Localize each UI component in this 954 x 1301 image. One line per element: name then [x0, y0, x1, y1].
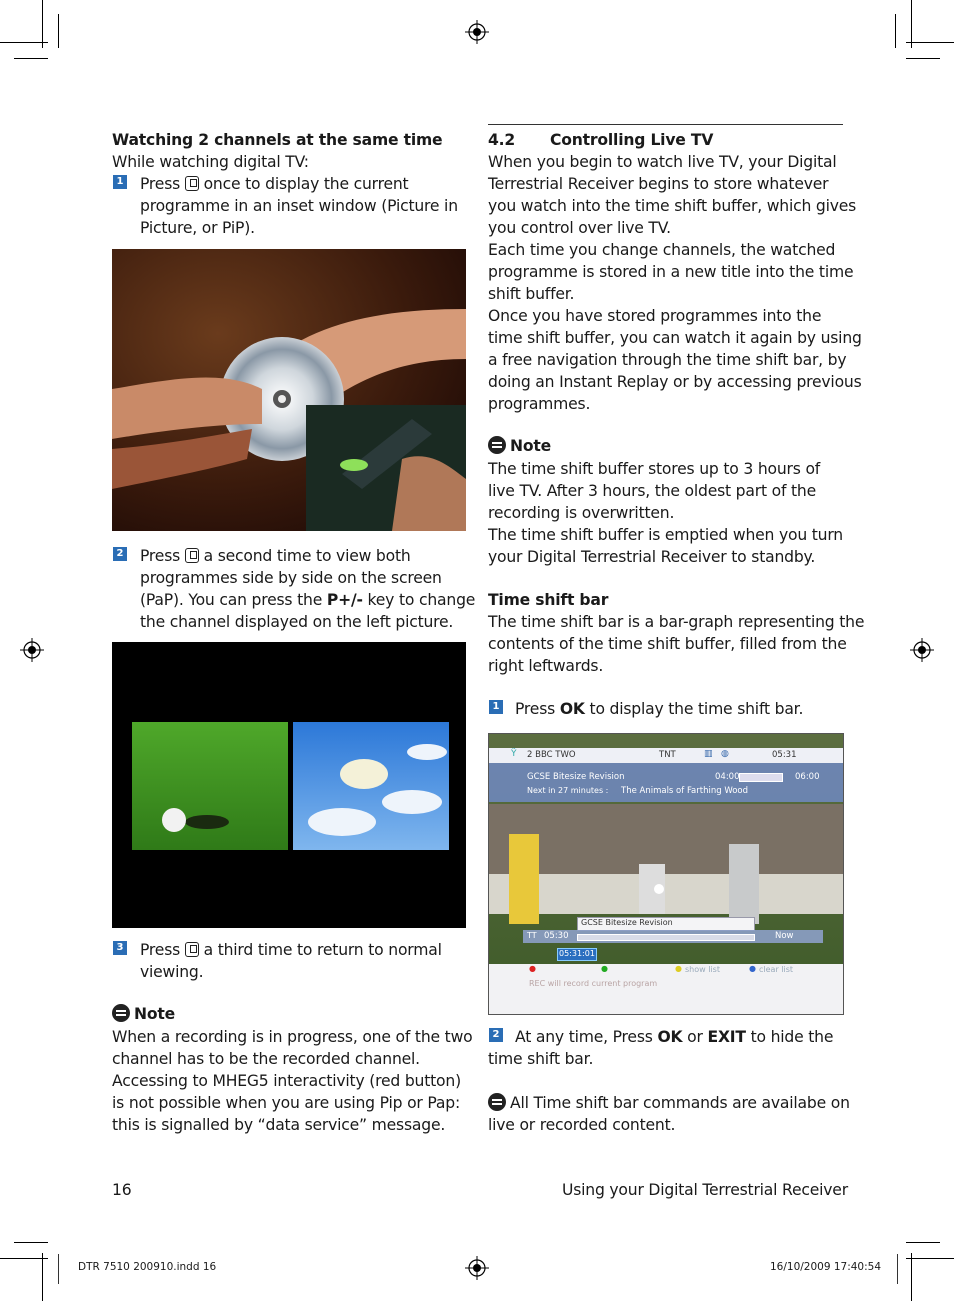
- step-text: a third time to return to normal: [203, 941, 442, 959]
- crop-mark: [0, 42, 48, 43]
- key-label: OK: [657, 1028, 683, 1046]
- step-number: 1: [489, 700, 503, 714]
- paragraph-line: The time shift bar is a bar-graph representing the: [488, 613, 865, 631]
- step-text: At any time, Press: [515, 1028, 653, 1046]
- clear-list-label: clear list: [759, 965, 794, 974]
- note-line: channel has to be the recorded channel.: [112, 1050, 420, 1068]
- note-heading: [112, 1003, 175, 1025]
- step3-line2: viewing.: [140, 963, 204, 981]
- step-text: to display the time shift bar.: [589, 700, 804, 718]
- crop-mark: [906, 1242, 940, 1243]
- paragraph-line: right leftwards.: [488, 657, 604, 675]
- note-line: is not possible when you are using Pip or Pap:: [112, 1094, 461, 1112]
- rec-message: REC will record current program: [529, 979, 658, 988]
- crop-mark: [906, 1258, 954, 1259]
- note-body: [488, 458, 843, 568]
- section-rule: [488, 124, 843, 125]
- step-text: Press: [140, 175, 181, 193]
- step-text: to hide the: [750, 1028, 834, 1046]
- section-number: 4.2: [488, 131, 516, 149]
- pap-photo: [112, 642, 466, 928]
- step-text: or: [687, 1028, 703, 1046]
- subsection-heading: Time shift bar: [488, 591, 609, 609]
- paragraph-line: contents of the time shift buffer, filled from the: [488, 635, 847, 653]
- paragraph-line: Terrestrial Receiver begins to store whatever: [488, 175, 829, 193]
- tsb-buffer: [577, 934, 755, 941]
- subtitle-icon: ▥: [704, 749, 713, 759]
- crop-mark: [906, 58, 940, 59]
- crop-mark: [911, 1253, 912, 1301]
- tip-line2: live or recorded content.: [488, 1116, 676, 1134]
- note-line: The time shift buffer stores up to 3 hours of: [488, 460, 821, 478]
- tv-network: TNT: [659, 750, 676, 760]
- step-text: key to change: [367, 591, 476, 609]
- step-number: 2: [113, 547, 127, 561]
- tsb-paragraph: [488, 611, 864, 677]
- step-number: 2: [489, 1028, 503, 1042]
- step-text: once to display the current: [203, 175, 409, 193]
- note-line: When a recording is in progress, one of the two: [112, 1028, 473, 1046]
- teletext-icon: ◍: [721, 749, 729, 759]
- crop-mark: [14, 58, 48, 59]
- page-number: 16: [112, 1181, 132, 1199]
- tt-label: TT: [527, 931, 537, 940]
- tsb-now: Now: [775, 931, 794, 941]
- show-list-label: show list: [685, 965, 720, 974]
- note-title: Note: [134, 1005, 175, 1023]
- now-start: 04:00: [715, 772, 740, 782]
- step-text: Press: [515, 700, 556, 718]
- slug-filename: DTR 7510 200910.indd 16: [78, 1261, 217, 1273]
- step3-line1: [140, 939, 442, 961]
- note-icon: [488, 436, 506, 454]
- now-end: 06:00: [795, 772, 820, 782]
- note-line: live TV. After 3 hours, the oldest part of the: [488, 482, 816, 500]
- tsb-step1: [515, 698, 803, 720]
- crop-mark: [42, 1253, 43, 1301]
- note-line: Accessing to MHEG5 interactivity (red button): [112, 1072, 461, 1090]
- yellow-key-icon: ●: [675, 964, 682, 973]
- crop-mark: [58, 14, 59, 48]
- tsb-step2-line2: time shift bar.: [488, 1050, 594, 1068]
- step2-line4: the channel displayed on the left picture.: [140, 613, 454, 631]
- key-label: EXIT: [707, 1028, 746, 1046]
- section-heading-pip: Watching 2 channels at the same time: [112, 131, 443, 149]
- slug-date: 16/10/2009 17:40:54: [770, 1261, 882, 1273]
- note-title: Note: [510, 437, 551, 455]
- green-key-icon: ●: [601, 964, 608, 973]
- paragraph-line: you control over live TV.: [488, 219, 671, 237]
- note-icon: [488, 1093, 506, 1111]
- chapter-title: Using your Digital Terrestrial Receiver: [562, 1181, 848, 1199]
- tsb-step2: [515, 1026, 833, 1048]
- crop-mark: [14, 1242, 48, 1243]
- blue-key-icon: ●: [749, 964, 756, 973]
- crop-mark: [895, 14, 896, 48]
- note-line: this is signalled by “data service” message.: [112, 1116, 446, 1134]
- intro-text: While watching digital TV:: [112, 153, 309, 171]
- paragraph-line: shift buffer.: [488, 285, 575, 303]
- paragraph-line: time shift buffer, you can watch it again by using: [488, 329, 862, 347]
- now-programme: GCSE Bitesize Revision: [527, 772, 625, 782]
- note-line: The time shift buffer is emptied when you turn: [488, 526, 843, 544]
- pip-button-icon: [185, 942, 199, 957]
- crop-mark: [911, 0, 912, 48]
- paragraph-line: a free navigation through the time shift bar, by: [488, 351, 847, 369]
- step-text: Press: [140, 941, 181, 959]
- registration-mark-icon: [465, 20, 489, 44]
- antenna-icon: Ÿ: [511, 749, 517, 759]
- note-heading: [488, 435, 551, 457]
- tsb-title: GCSE Bitesize Revision: [581, 918, 673, 927]
- tv-channel: 2 BBC TWO: [527, 750, 576, 760]
- step2-line2: programmes side by side on the screen: [140, 569, 442, 587]
- registration-mark-icon: [910, 638, 934, 662]
- registration-mark-icon: [20, 638, 44, 662]
- pip-button-icon: [185, 548, 199, 563]
- next-label: Next in 27 minutes :: [527, 786, 609, 795]
- tv-clock: 05:31: [772, 750, 797, 760]
- tsb-cursor: 05:31:01: [559, 949, 595, 958]
- live-tv-paragraph: [488, 151, 862, 415]
- key-label: OK: [559, 700, 585, 718]
- paragraph-line: doing an Instant Replay or by accessing previous: [488, 373, 862, 391]
- paragraph-line: programmes.: [488, 395, 591, 413]
- next-programme: The Animals of Farthing Wood: [621, 786, 749, 796]
- tip-text: All Time shift bar commands are availabe on: [510, 1094, 850, 1112]
- red-key-icon: ●: [529, 964, 536, 973]
- step-number: 3: [113, 941, 127, 955]
- step-text: Press: [140, 547, 181, 565]
- section-title: Controlling Live TV: [550, 131, 714, 149]
- key-label: P+/-: [326, 591, 363, 609]
- step1-line1: [140, 173, 408, 195]
- step-number: 1: [113, 175, 127, 189]
- step-text: a second time to view both: [203, 547, 411, 565]
- step2-line1: [140, 545, 411, 567]
- progress-bar: [739, 773, 783, 782]
- step1-line2: programme in an inset window (Picture in: [140, 197, 458, 215]
- crop-mark: [906, 42, 954, 43]
- tip-line1: [488, 1092, 850, 1114]
- paragraph-line: Each time you change channels, the watched: [488, 241, 836, 259]
- tv-screenshot: [488, 733, 844, 1015]
- step-text: (PaP). You can press the: [140, 591, 323, 609]
- step2-line3: [140, 589, 475, 611]
- note-line: recording is overwritten.: [488, 504, 675, 522]
- note-line: your Digital Terrestrial Receiver to standby.: [488, 548, 816, 566]
- paragraph-line: When you begin to watch live TV, your Digital: [488, 153, 837, 171]
- paragraph-line: programme is stored in a new title into the time: [488, 263, 854, 281]
- note-icon: [112, 1004, 130, 1022]
- step1-line3: Picture, or PiP).: [140, 219, 255, 237]
- crop-mark: [42, 0, 43, 48]
- tsb-start: 05:30: [544, 931, 569, 941]
- pip-photo: [112, 249, 466, 531]
- paragraph-line: you watch into the time shift buffer, which gives: [488, 197, 857, 215]
- pip-button-icon: [185, 176, 199, 191]
- paragraph-line: Once you have stored programmes into the: [488, 307, 822, 325]
- crop-mark: [0, 1258, 48, 1259]
